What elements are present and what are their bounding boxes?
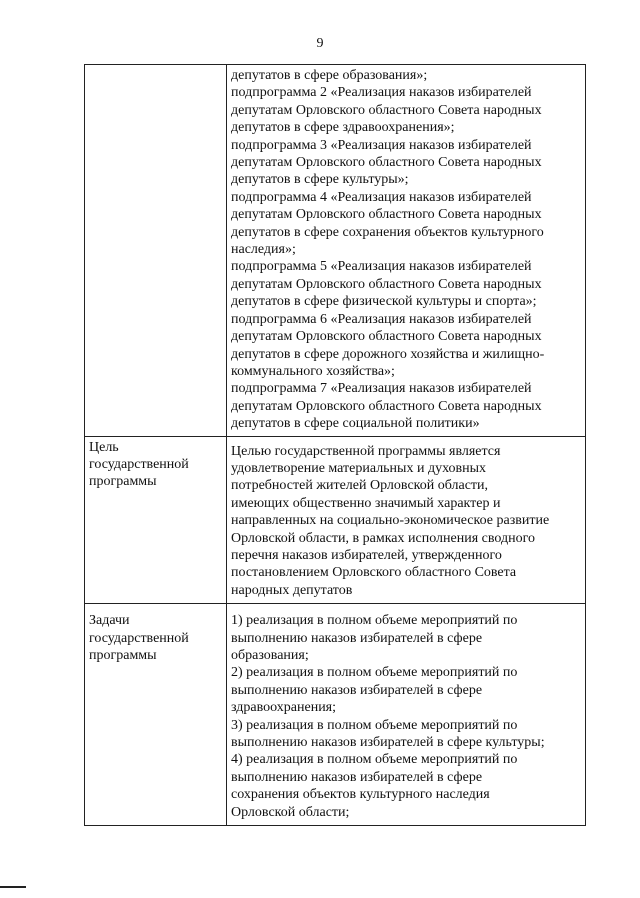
text-line: удовлетворение материальных и духовных: [231, 460, 487, 476]
tasks-list: [227, 604, 586, 826]
text-line: депутатов в сфере сохранения объектов культурного: [231, 224, 544, 240]
text-line: перечня наказов избирателей, утвержденного: [231, 547, 502, 563]
text-line: Орловской области;: [231, 804, 350, 820]
tasks-label: [85, 604, 227, 826]
goal-label: [85, 436, 227, 604]
text-line: 3) реализация в полном объеме мероприятий по: [231, 717, 518, 733]
text-line: депутатам Орловского областного Совета народных: [231, 329, 542, 345]
text-line: государственной: [89, 630, 189, 646]
text-line: направленных на социально-экономическое развитие: [231, 513, 550, 529]
text-line: наследия»;: [231, 242, 296, 258]
text-line: депутатам Орловского областного Совета народных: [231, 102, 542, 118]
text-line: выполнению наказов избирателей в сфере: [231, 769, 483, 785]
text-line: сохранения объектов культурного наследия: [231, 787, 490, 803]
text-line: депутатам Орловского областного Совета народных: [231, 276, 542, 292]
text-line: депутатам Орловского областного Совета народных: [231, 207, 542, 223]
text-line: Задачи: [89, 613, 130, 629]
table-row-goal: [85, 436, 586, 604]
text-line: подпрограмма 3 «Реализация наказов избирателей: [231, 137, 532, 153]
text-line: депутатам Орловского областного Совета народных: [231, 155, 542, 171]
text-line: программы: [89, 648, 157, 663]
text-line: выполнению наказов избирателей в сфере: [231, 630, 483, 646]
text-line: подпрограмма 2 «Реализация наказов избирателей: [231, 85, 532, 101]
text-line: программы: [89, 474, 157, 490]
text-line: подпрограмма 6 «Реализация наказов избирателей: [231, 311, 532, 327]
text-line: 1) реализация в полном объеме мероприятий по: [231, 613, 518, 629]
text-line: Орловской области, в рамках исполнения сводного: [231, 530, 535, 546]
text-line: 2) реализация в полном объеме мероприятий по: [231, 665, 518, 681]
text-line: Цель: [89, 439, 119, 455]
text-line: потребностей жителей Орловской области,: [231, 478, 489, 494]
program-passport-table: [84, 64, 586, 826]
text-line: имеющих общественно значимый характер и: [231, 495, 501, 511]
goal-text: [227, 436, 586, 604]
text-line: депутатов в сфере здравоохранения»;: [231, 120, 455, 136]
table-row-tasks: [85, 604, 586, 826]
page-number: 9: [316, 36, 324, 51]
text-line: выполнению наказов избирателей в сфере: [231, 682, 483, 698]
text-line: постановлением Орловского областного Совета: [231, 565, 517, 581]
footer-line-mark: [0, 886, 26, 888]
text-line: образования;: [231, 648, 309, 663]
text-line: подпрограмма 7 «Реализация наказов избирателей: [231, 381, 532, 397]
text-line: депутатов в сфере социальной политики»: [231, 416, 480, 432]
text-line: подпрограмма 4 «Реализация наказов избирателей: [231, 189, 532, 205]
row-label-empty: [85, 65, 227, 437]
table-row-subprograms: [85, 65, 586, 437]
text-line: 4) реализация в полном объеме мероприятий по: [231, 752, 518, 768]
text-line: выполнению наказов избирателей в сфере культуры;: [231, 735, 545, 751]
text-line: депутатов в сфере образования»;: [231, 68, 428, 83]
text-line: депутатов в сфере дорожного хозяйства и жилищно-: [231, 346, 545, 362]
subprograms-list: [227, 65, 586, 437]
text-line: подпрограмма 5 «Реализация наказов избирателей: [231, 259, 532, 275]
text-line: депутатам Орловского областного Совета народных: [231, 398, 542, 414]
text-line: народных депутатов: [231, 582, 353, 598]
text-line: государственной: [89, 456, 189, 472]
text-line: Целью государственной программы является: [231, 443, 501, 459]
text-line: коммунального хозяйства»;: [231, 363, 395, 379]
text-line: депутатов в сфере культуры»;: [231, 172, 409, 188]
text-line: депутатов в сфере физической культуры и спорта»;: [231, 294, 537, 310]
text-line: здравоохранения;: [231, 700, 337, 716]
